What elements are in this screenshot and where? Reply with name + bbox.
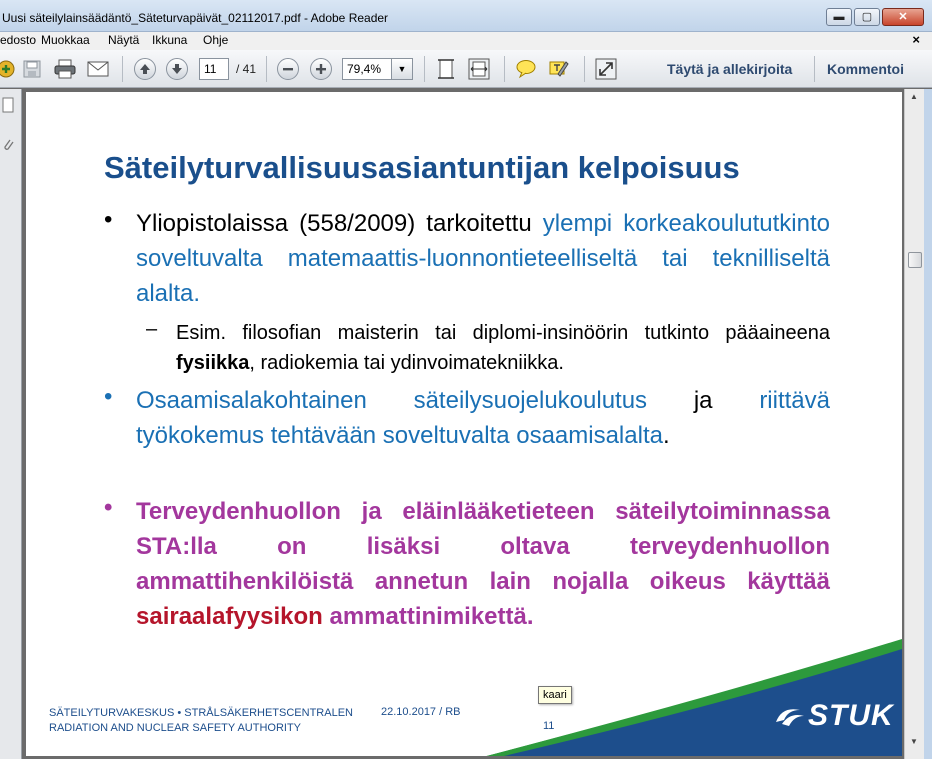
- page-number-input[interactable]: 11: [199, 58, 229, 80]
- bullet-text: .: [662, 422, 670, 449]
- toolbar-separator: [424, 56, 425, 82]
- bullet-text-highlight: ammattinimikettä.: [322, 603, 534, 630]
- menu-file[interactable]: edosto: [0, 33, 37, 47]
- close-button[interactable]: ✕: [882, 8, 924, 26]
- title-bar: [0, 0, 932, 32]
- bullet-text: ja: [647, 387, 760, 414]
- toolbar-separator: [814, 56, 815, 82]
- bullet-item: [104, 206, 830, 311]
- email-icon[interactable]: [86, 57, 110, 81]
- create-icon[interactable]: [0, 57, 18, 81]
- document-page: [26, 92, 902, 756]
- window-frame: [924, 89, 932, 759]
- page-total: / 41: [236, 62, 257, 76]
- comment-icon[interactable]: [514, 57, 538, 81]
- chevron-down-icon[interactable]: ▼: [391, 58, 413, 80]
- bullet-text-red: sairaalafyysikon: [136, 603, 323, 630]
- stuk-logo-icon: [772, 702, 806, 730]
- toolbar-separator: [122, 56, 123, 82]
- scroll-down-icon[interactable]: ▼: [910, 737, 918, 746]
- menu-bar: [0, 32, 932, 50]
- zoom-out-icon[interactable]: [276, 57, 300, 81]
- document-close-button[interactable]: ×: [912, 32, 920, 47]
- window-controls: [826, 8, 924, 26]
- bullet-marker: •: [104, 383, 113, 410]
- sub-bullet-marker: –: [146, 318, 158, 340]
- print-icon[interactable]: [53, 57, 77, 81]
- menu-window[interactable]: Ikkuna: [152, 33, 188, 47]
- toolbar-separator: [584, 56, 585, 82]
- navigation-pane: [0, 89, 22, 759]
- menu-help[interactable]: Ohje: [203, 33, 229, 47]
- fill-sign-button[interactable]: Täytä ja allekirjoita: [667, 61, 793, 77]
- sub-bullet-bold: fysiikka: [176, 352, 250, 374]
- next-page-icon[interactable]: [165, 57, 189, 81]
- toolbar-separator: [504, 56, 505, 82]
- fit-width-icon[interactable]: [467, 57, 491, 81]
- maximize-button[interactable]: ▢: [854, 8, 880, 26]
- sub-bullet-item: [104, 318, 830, 378]
- menu-edit[interactable]: Muokkaa: [41, 33, 90, 47]
- stuk-logo: [772, 699, 894, 733]
- fit-page-icon[interactable]: [434, 57, 458, 81]
- footer-org-line: SÄTEILYTURVAKESKUS • STRÅLSÄKERHETSCENTRALEN: [49, 707, 353, 719]
- bullet-text-highlight: Terveydenhuollon ja eläinlääketieteen säteilytoiminnassa STA:lla on lisäksi oltava terveydenhuollon ammattihenkilöistä annetun lain nojalla oikeus käyttää: [136, 498, 830, 595]
- sub-bullet-text-end: , radiokemia tai ydinvoimatekniikka.: [249, 352, 564, 374]
- footer-organization: [49, 706, 353, 736]
- highlight-icon[interactable]: [547, 57, 571, 81]
- footer-org-line: RADIATION AND NUCLEAR SAFETY AUTHORITY: [49, 722, 302, 734]
- bullet-text-highlight: ylempi korkeakoulututkinto soveltuvalta matemaattis-luonnontieteelliseltä tai teknilliseltä alalta.: [136, 210, 830, 307]
- slide-title: Säteilyturvallisuusasiantuntijan kelpoisuus: [104, 150, 740, 185]
- prev-page-icon[interactable]: [133, 57, 157, 81]
- bullet-item: [104, 383, 830, 453]
- bullet-item: [104, 494, 830, 634]
- bullet-text-highlight: riittävä työkokemus tehtävään soveltuvalta osaamisalalta: [136, 387, 830, 449]
- menu-view[interactable]: Näytä: [108, 33, 140, 47]
- toolbar: [0, 50, 932, 88]
- scroll-up-icon[interactable]: ▲: [910, 92, 918, 101]
- zoom-level-input[interactable]: 79,4%: [342, 58, 392, 80]
- attachment-icon[interactable]: [2, 137, 16, 153]
- save-icon[interactable]: [20, 57, 44, 81]
- window-title: Uusi säteilylainsäädäntö_Säteturvapäivät_02112017.pdf - Adobe Reader: [2, 11, 389, 25]
- footer-page-number: 11: [543, 720, 555, 732]
- sub-bullet-text: Esim. filosofian maisterin tai diplomi-insinöörin tutkinto pääaineena: [176, 322, 830, 344]
- scrollbar-thumb[interactable]: [908, 252, 922, 268]
- minimize-button[interactable]: ▬: [826, 8, 852, 26]
- page-thumbnails-icon[interactable]: [2, 97, 16, 113]
- footer-date: 22.10.2017 / RB: [381, 706, 461, 718]
- zoom-in-icon[interactable]: [309, 57, 333, 81]
- stuk-logo-text: STUK: [808, 699, 894, 732]
- bullet-text-highlight: Osaamisalakohtainen säteilysuojelukoulutus: [136, 387, 648, 414]
- vertical-scrollbar[interactable]: [904, 89, 924, 759]
- bullet-marker: •: [104, 206, 113, 233]
- tooltip: kaari: [538, 686, 572, 704]
- fullscreen-icon[interactable]: [594, 57, 618, 81]
- comment-panel-button[interactable]: Kommentoi: [827, 61, 904, 77]
- bullet-text: Yliopistolaissa (558/2009) tarkoitettu: [136, 210, 543, 237]
- toolbar-separator: [266, 56, 267, 82]
- bullet-marker: •: [104, 494, 113, 521]
